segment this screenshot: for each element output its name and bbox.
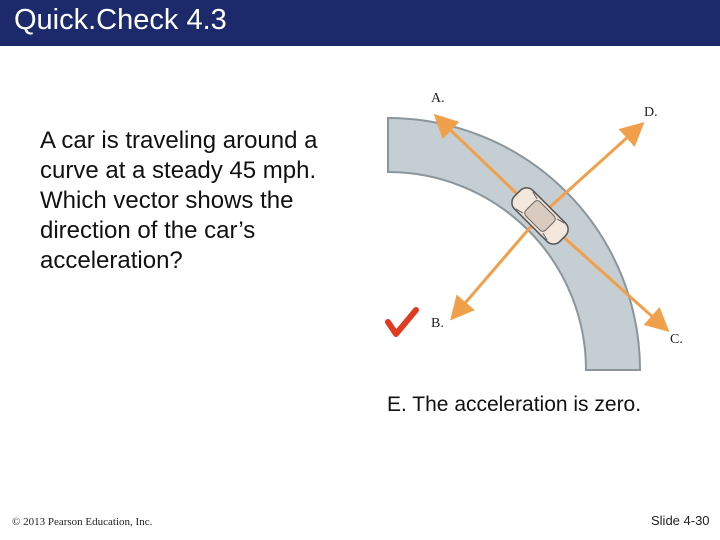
label-d: D.: [644, 105, 658, 120]
question-text: A car is traveling around a curve at a steady 45 mph. Which vector shows the direction of the car’s acceleration?: [40, 127, 318, 274]
checkmark-icon: [388, 310, 416, 334]
option-e-text: E. The acceleration is zero.: [387, 393, 642, 416]
vector-b-arrow: [454, 216, 540, 316]
label-b: B.: [431, 316, 444, 331]
vector-d-arrow: [540, 126, 640, 216]
label-c: C.: [670, 332, 683, 347]
copyright-text: © 2013 Pearson Education, Inc.: [12, 516, 153, 528]
curve-figure: [380, 76, 700, 378]
label-a: A.: [431, 91, 445, 106]
slide-number: Slide 4-30: [651, 513, 710, 528]
slide-title: Quick.Check 4.3: [14, 4, 227, 36]
title-bar: [0, 0, 720, 46]
